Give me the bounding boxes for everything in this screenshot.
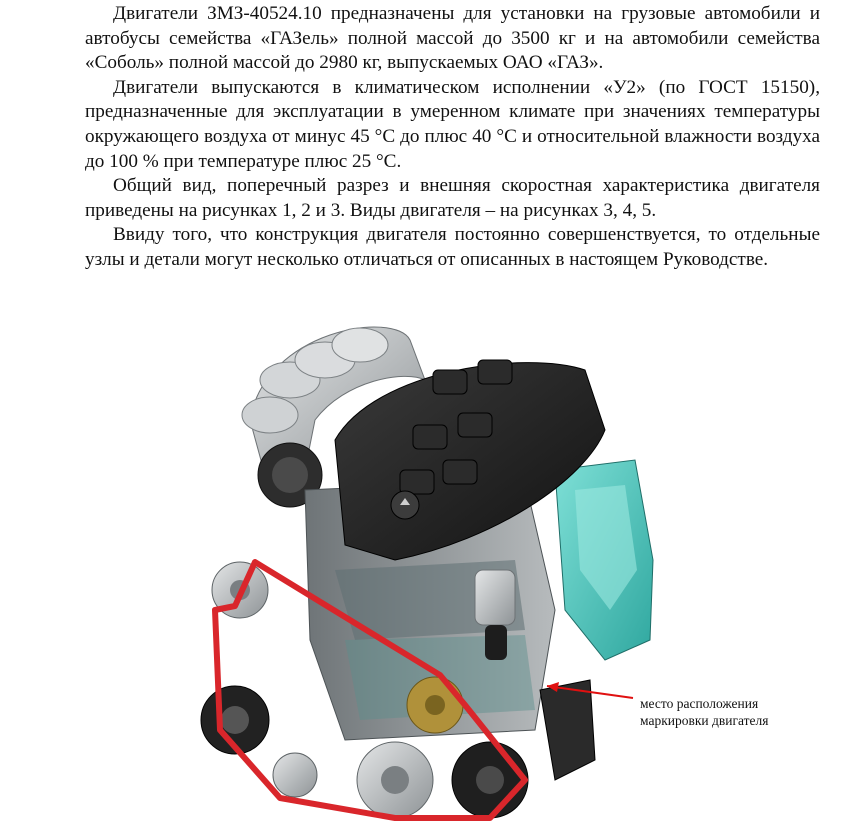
paragraph-figures: Общий вид, поперечный разрез и внешняя скоростная характеристика двигателя приведены на рисунках 1, 2 и 3. Виды двигателя – на рисунках 3, 4, 5. — [85, 175, 820, 221]
callout-line-1: место расположения — [640, 696, 759, 711]
engine-mount — [540, 680, 595, 780]
paragraph-climate: Двигатели выпускаются в климатическом исполнении «У2» (по ГОСТ 15150), предназначенные для эксплуатации в умеренном климате при значениях температуры окружающего воздуха от минус 45 °С до плюс 40 °С и относительной влажности воздуха до 100 % при температуре плюс 25 °С. — [85, 76, 820, 172]
idler-pulley — [273, 753, 317, 797]
callout-line-2: маркировки двигателя — [640, 713, 769, 728]
paragraph-design-changes: Ввиду того, что конструкция двигателя постоянно совершенствуется, то отдельные узлы и детали могут несколько отличаться от описанных в настоящем Руководстве. — [85, 224, 820, 270]
engine-illustration — [195, 310, 665, 834]
thermostat-housing — [475, 570, 515, 625]
engine-marking-callout — [640, 695, 810, 729]
document-text — [85, 2, 820, 273]
paragraph-purpose: Двигатели ЗМЗ-40524.10 предназначены для установки на грузовые автомобили и автобусы семейства «ГАЗель» полной массой до 3500 кг и на автомобили семейства «Соболь» полной массой до 2980 кг, выпускаемых ОАО «ГАЗ». — [85, 3, 820, 74]
